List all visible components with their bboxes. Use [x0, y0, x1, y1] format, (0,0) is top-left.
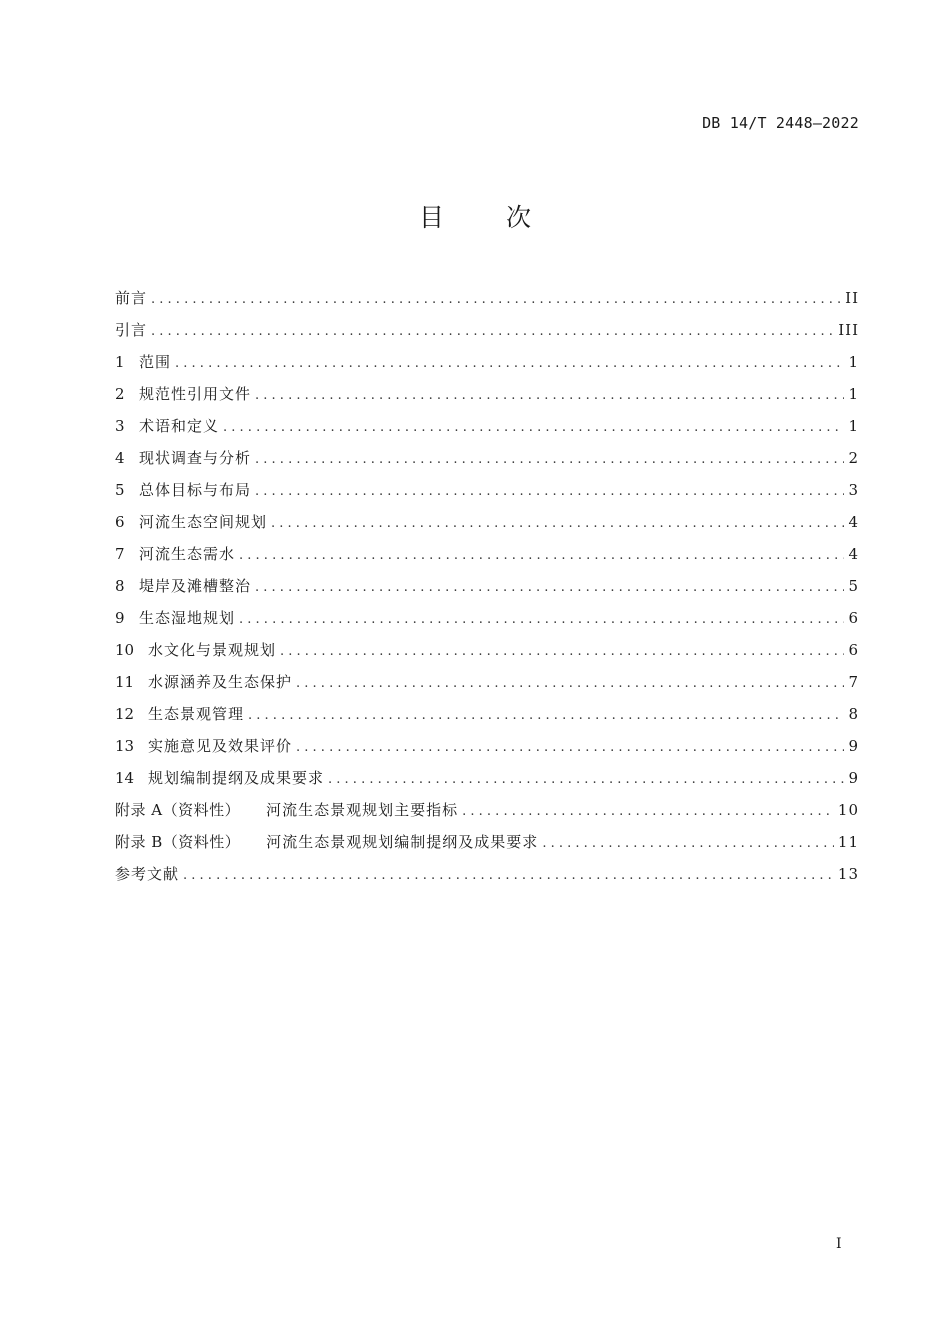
toc-entry-11[interactable]: [115, 670, 859, 702]
toc-entry-title: 河流生态景观规划编制提纲及成果要求: [266, 833, 539, 851]
toc-entry-page: 9: [848, 769, 859, 787]
toc-entry-title: 规划编制提纲及成果要求: [148, 769, 325, 787]
toc-entry-title: 实施意见及效果评价: [148, 737, 293, 755]
toc-leader-dots: [255, 448, 844, 472]
toc-entry-title: 参考文献: [115, 865, 180, 883]
toc-entry-number: 7: [115, 545, 125, 563]
toc-entry-page: 1: [848, 417, 859, 435]
toc-entry-number: 2: [115, 385, 125, 403]
toc-entry-number: 14: [115, 769, 135, 787]
toc-entry-5[interactable]: [115, 478, 859, 510]
toc-entry-title: 水源涵养及生态保护: [148, 673, 293, 691]
toc-entry-6[interactable]: [115, 510, 859, 542]
toc-entry-number: 11: [115, 673, 135, 691]
toc-entry-10[interactable]: [115, 638, 859, 670]
toc-entry-title: 引言: [115, 321, 148, 339]
toc-entry-title: 生态景观管理: [148, 705, 245, 723]
toc-entry-number: 10: [115, 641, 135, 659]
toc-entry-title: 河流生态需水: [139, 545, 236, 563]
toc-entry-page: 2: [848, 449, 859, 467]
toc-leader-dots: [542, 832, 834, 856]
toc-entry-13[interactable]: [115, 734, 859, 766]
toc-entry-8[interactable]: [115, 574, 859, 606]
toc-entry-number: 8: [115, 577, 125, 595]
toc-entry-references[interactable]: [115, 862, 859, 894]
toc-entry-title: 河流生态景观规划主要指标: [266, 801, 459, 819]
toc-entry-page: 8: [848, 705, 859, 723]
toc-entry-page: 3: [848, 481, 859, 499]
toc-entry-3[interactable]: [115, 414, 859, 446]
toc-leader-dots: [328, 768, 844, 792]
toc-leader-dots: [255, 480, 844, 504]
toc-entry-title: 范围: [139, 353, 172, 371]
appendix-prefix: 附录 B（资料性）: [115, 833, 241, 851]
toc-entry-page: 4: [848, 545, 859, 563]
toc-leader-dots: [151, 288, 841, 312]
toc-entry-title: 堤岸及滩槽整治: [139, 577, 252, 595]
toc-entry-number: 6: [115, 513, 125, 531]
toc-entry-page: 7: [848, 673, 859, 691]
toc-entry-title: 河流生态空间规划: [139, 513, 268, 531]
toc-entry-number: 13: [115, 737, 135, 755]
toc-title: 目次: [418, 203, 593, 232]
toc-entry-page: 13: [837, 865, 859, 883]
toc-leader-dots: [223, 416, 844, 440]
toc-entry-title: 水文化与景观规划: [148, 641, 277, 659]
toc-entry-number: 5: [115, 481, 125, 499]
toc-entry-page: III: [838, 321, 859, 339]
toc-leader-dots: [239, 544, 844, 568]
toc-leader-dots: [255, 384, 844, 408]
toc-entry-title: 现状调查与分析: [139, 449, 252, 467]
toc-entry-12[interactable]: [115, 702, 859, 734]
toc-entry-title: 前言: [115, 289, 148, 307]
toc-entry-page: 1: [848, 385, 859, 403]
toc-entry-appendix-b[interactable]: [115, 830, 859, 862]
toc-leader-dots: [271, 512, 844, 536]
toc-entry-number: 4: [115, 449, 125, 467]
toc-entry-2[interactable]: [115, 382, 859, 414]
toc-entry-title: 生态湿地规划: [139, 609, 236, 627]
toc-entry-introduction[interactable]: [115, 318, 859, 350]
toc-entry-4[interactable]: [115, 446, 859, 478]
table-of-contents: [115, 286, 859, 894]
toc-entry-9[interactable]: [115, 606, 859, 638]
toc-entry-page: 4: [848, 513, 859, 531]
toc-entry-page: 9: [848, 737, 859, 755]
toc-leader-dots: [280, 640, 844, 664]
toc-entry-page: 11: [837, 833, 859, 851]
toc-leader-dots: [175, 352, 844, 376]
toc-entry-page: 1: [848, 353, 859, 371]
toc-entry-14[interactable]: [115, 766, 859, 798]
toc-entry-page: 6: [848, 609, 859, 627]
toc-leader-dots: [248, 704, 844, 728]
toc-entry-title: 术语和定义: [139, 417, 220, 435]
document-code: DB 14/T 2448—2022: [702, 114, 859, 132]
toc-leader-dots: [183, 864, 834, 888]
toc-entry-page: 6: [848, 641, 859, 659]
toc-leader-dots: [462, 800, 834, 824]
toc-entry-page: II: [845, 289, 859, 307]
toc-entry-number: 12: [115, 705, 135, 723]
toc-leader-dots: [255, 576, 844, 600]
toc-entry-7[interactable]: [115, 542, 859, 574]
toc-entry-foreword[interactable]: [115, 286, 859, 318]
toc-entry-page: 10: [837, 801, 859, 819]
toc-entry-title: 规范性引用文件: [139, 385, 252, 403]
toc-entry-page: 5: [848, 577, 859, 595]
toc-entry-title: 总体目标与布局: [139, 481, 252, 499]
appendix-prefix: 附录 A（资料性）: [115, 801, 241, 819]
toc-leader-dots: [296, 672, 844, 696]
toc-leader-dots: [296, 736, 844, 760]
page-number: I: [836, 1236, 842, 1252]
toc-entry-number: 9: [115, 609, 125, 627]
toc-entry-number: 1: [115, 353, 125, 371]
toc-entry-number: 3: [115, 417, 125, 435]
toc-leader-dots: [151, 320, 834, 344]
toc-leader-dots: [239, 608, 844, 632]
toc-entry-1[interactable]: [115, 350, 859, 382]
toc-entry-appendix-a[interactable]: [115, 798, 859, 830]
